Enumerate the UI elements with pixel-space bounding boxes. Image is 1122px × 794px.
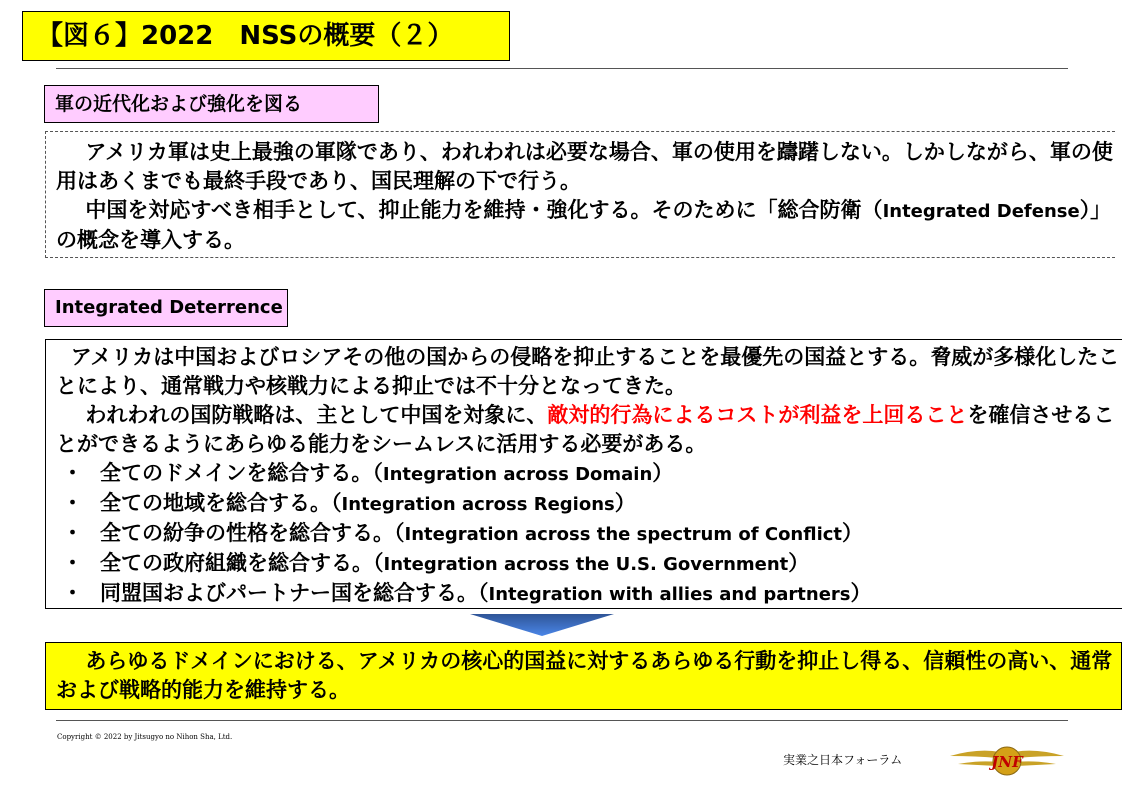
bullet-dot-icon: ・: [62, 491, 83, 515]
bullet-dot-icon: ・: [62, 461, 83, 485]
bullet-text: 全ての地域を総合する。（Integration across Regions）: [100, 491, 636, 515]
bullet-text: 全ての紛争の性格を総合する。（Integration across the spectrum of Conflict）: [100, 521, 864, 545]
svg-text:JNF: JNF: [991, 753, 1023, 771]
conclusion-text: あらゆるドメインにおける、アメリカの核心的国益に対するあらゆる行動を抑止し得る、信頼性の高い、通常および戦略的能力を維持する。: [56, 649, 1113, 702]
jnf-logo-icon: [948, 744, 1066, 778]
bullet-dot-icon: ・: [62, 551, 83, 575]
modernization-p2-text-a: 中国を対応すべき相手として、抑止能力を維持・強化する。そのために「総合防衛（: [85, 198, 883, 222]
deterrence-paragraph-2: [56, 401, 1122, 459]
integrated-defense-term: Integrated Defense: [882, 201, 1080, 222]
deterrence-p2-text-a: われわれの国防戦略は、主として中国を対象に、: [85, 403, 548, 427]
section-label-modernization: 軍の近代化および強化を図る: [44, 85, 379, 123]
modernization-paragraph-1: アメリカ軍は史上最強の軍隊であり、われわれは必要な場合、軍の使用を躊躇しない。しかしながら、軍の使用はあくまでも最終手段であり、国民理解の下で行う。: [56, 140, 1113, 193]
bullet-text: 全てのドメインを総合する。（Integration across Domain）: [100, 461, 674, 485]
section-label-integrated-deterrence: Integrated Deterrence: [44, 289, 288, 327]
bullet-text: 全ての政府組織を総合する。（Integration across the U.S. Government）: [100, 551, 810, 575]
list-item: [56, 459, 1122, 489]
list-item: [56, 579, 1122, 609]
modernization-text-box: [45, 131, 1115, 258]
title-divider: [56, 68, 1068, 69]
deterrence-paragraph-1: アメリカは中国およびロシアその他の国からの侵略を抑止することを最優先の国益とする。脅威が多様化したことにより、通常戦力や核戦力による抑止では不十分となってきた。: [56, 345, 1120, 398]
down-arrow-icon: [470, 614, 614, 636]
list-item: [56, 549, 1122, 579]
deterrence-p2-text-b: を確信させることができるようにあらゆる能力をシームレスに活用する必要がある。: [56, 403, 1115, 456]
modernization-paragraph-2: [56, 196, 1115, 255]
footer-divider: [56, 720, 1068, 721]
forum-name: 実業之日本フォーラム: [783, 753, 903, 767]
highlighted-cost-phrase: 敵対的行為によるコストが利益を上回ること: [547, 403, 968, 427]
list-item: [56, 489, 1122, 519]
bullet-text: 同盟国およびパートナー国を総合する。（Integration with allies and partners）: [100, 581, 872, 605]
modernization-p2-text-b: ）」の概念を導入する。: [56, 198, 1112, 252]
page-title: 【図６】2022 NSSの概要（２）: [22, 11, 510, 61]
copyright-text: Copyright © 2022 by Jitsugyo no Nihon Sha, Ltd.: [57, 733, 233, 741]
deterrence-text-box: [45, 339, 1122, 609]
bullet-dot-icon: ・: [62, 521, 83, 545]
bullet-dot-icon: ・: [62, 581, 83, 605]
conclusion-box: [45, 642, 1122, 710]
list-item: [56, 519, 1122, 549]
